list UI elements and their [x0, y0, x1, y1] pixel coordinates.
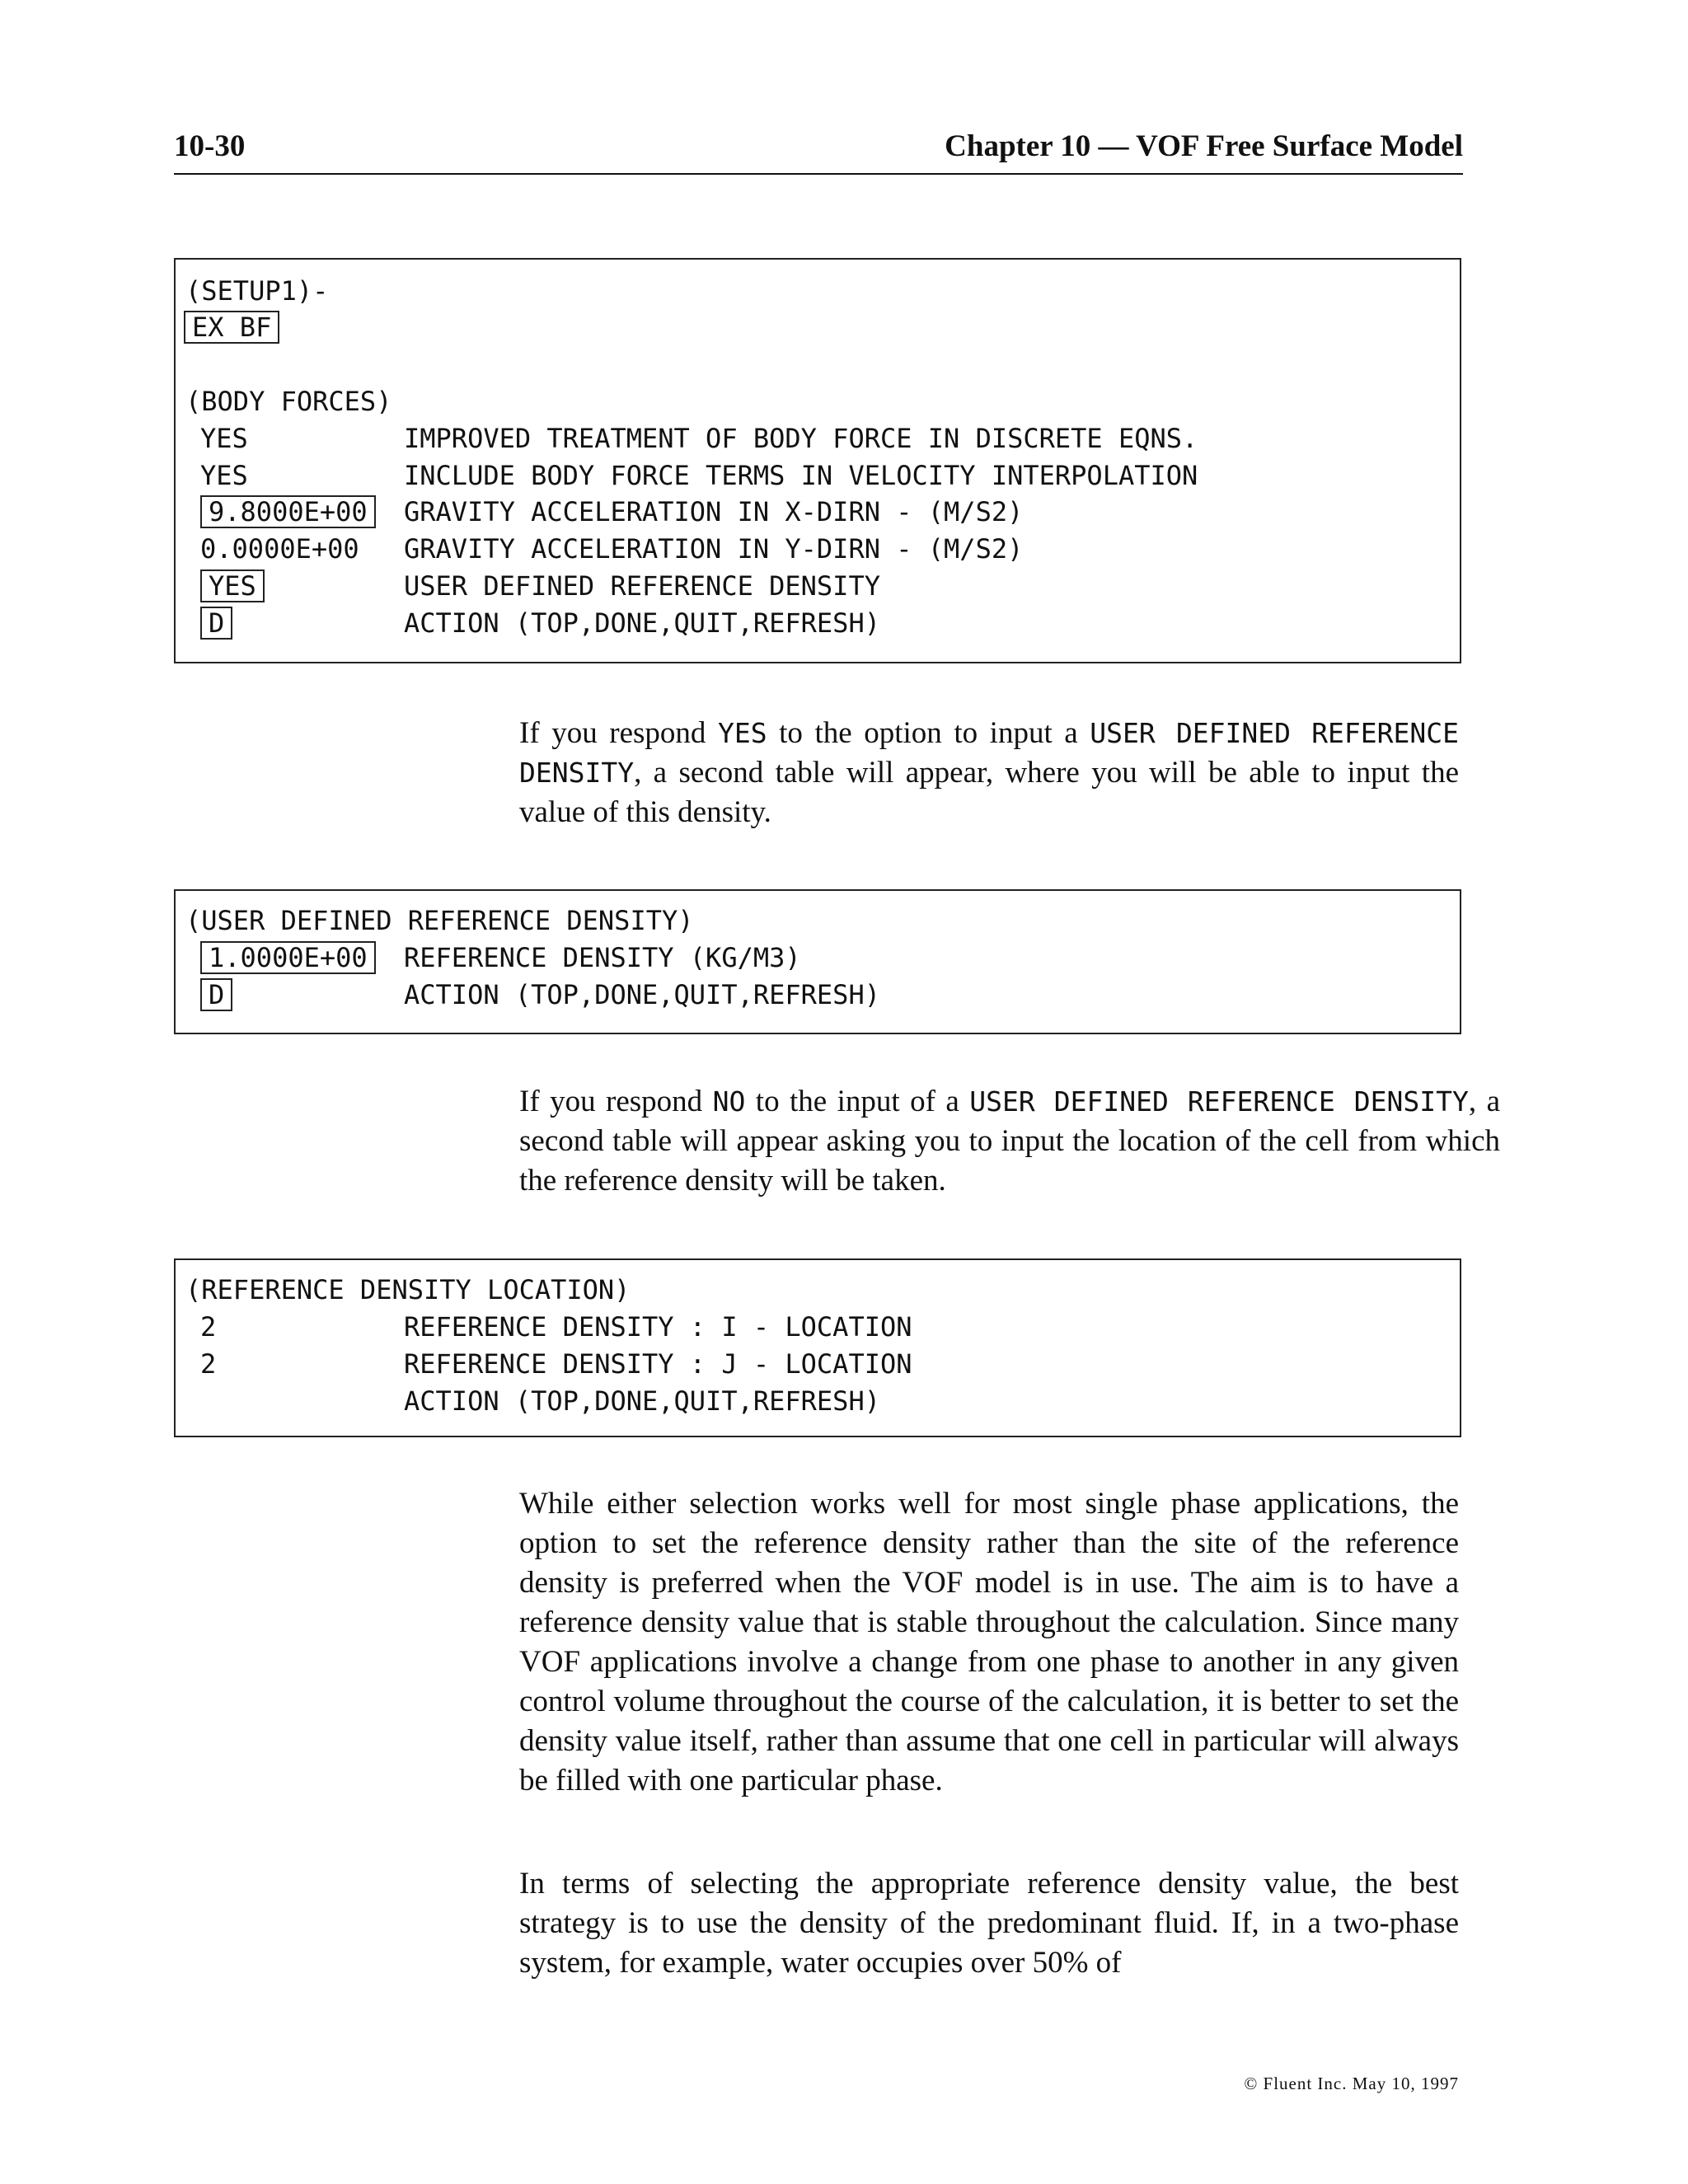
j-location-label: REFERENCE DENSITY : J - LOCATION: [404, 1348, 912, 1380]
user-defined-density-input[interactable]: YES: [200, 569, 265, 602]
page-header: [174, 124, 1463, 175]
user-defined-density-panel: [174, 889, 1461, 1034]
paragraph-strategy: In terms of selecting the appropriate reference density value, the best strategy is to use the density of the predominant fluid. If, in a two-phase system, for example, water occupies over 50% of: [519, 1867, 1459, 1980]
reference-density-label: REFERENCE DENSITY (KG/M3): [404, 942, 801, 973]
para2-text-2: to the input of a: [745, 1085, 970, 1118]
command-box: EX BF: [184, 311, 279, 344]
copyright-footer: © Fluent Inc. May 10, 1997: [1244, 2074, 1459, 2093]
chapter-title: Chapter 10 — VOF Free Surface Model: [945, 129, 1463, 163]
action-label-2: ACTION (TOP,DONE,QUIT,REFRESH): [404, 979, 880, 1010]
i-location-value: 2: [200, 1311, 217, 1343]
i-location-label: REFERENCE DENSITY : I - LOCATION: [404, 1311, 912, 1343]
reference-density-input[interactable]: 1.0000E+00: [200, 941, 376, 974]
para1-text-1: If you respond: [519, 716, 718, 750]
para1-text-3: , a second table will appear, where you will be able to input the value of this density.: [519, 756, 1459, 829]
gravity-y-value: 0.0000E+00: [200, 533, 359, 565]
body-forces-heading: (BODY FORCES): [185, 386, 392, 417]
action-input[interactable]: D: [200, 607, 232, 640]
para2-text-1: If you respond: [519, 1085, 713, 1118]
gravity-x-input[interactable]: 9.8000E+00: [200, 495, 376, 528]
user-defined-density-label: USER DEFINED REFERENCE DENSITY: [404, 570, 880, 602]
gravity-x-label: GRAVITY ACCELERATION IN X-DIRN - (M/S2): [404, 496, 1024, 527]
paragraph-yes-response: [519, 714, 1459, 832]
action-input-2[interactable]: D: [200, 978, 232, 1011]
body-forces-panel: [174, 258, 1461, 663]
action-label-3: ACTION (TOP,DONE,QUIT,REFRESH): [404, 1385, 880, 1417]
para1-code-option: USER DEFINED REFERENCE DENSITY: [519, 717, 1460, 789]
include-body-force-value: YES: [200, 460, 248, 491]
location-heading: (REFERENCE DENSITY LOCATION): [185, 1274, 631, 1305]
j-location-value: 2: [200, 1348, 217, 1380]
para2-code-no: NO: [712, 1085, 746, 1118]
paragraph-selection-discussion: While either selection works well for most single phase applications, the option to set the reference density rather than the site of the reference density is preferred when the VOF model is in use. The aim is to have a reference density value that is stable throughout the calculation. Since many VOF applications involve a change from one phase to another in any given control volume throughout the course of the calculation, it is better to set the density value itself, rather than assume that one cell in particular will always be filled with one particular phase.: [519, 1487, 1459, 1797]
improved-treatment-label: IMPROVED TREATMENT OF BODY FORCE IN DISCRETE EQNS.: [404, 423, 1198, 454]
reference-location-panel: [174, 1258, 1461, 1437]
para1-code-yes: YES: [717, 717, 767, 749]
para2-text-3: , a second table will appear asking you to input the location of the cell from which the reference density will be taken.: [519, 1085, 1500, 1197]
paragraph-no-response: [519, 1082, 1500, 1201]
action-label: ACTION (TOP,DONE,QUIT,REFRESH): [404, 607, 880, 639]
include-body-force-label: INCLUDE BODY FORCE TERMS IN VELOCITY INTERPOLATION: [404, 460, 1198, 491]
setup-context: (SETUP1)-: [185, 275, 329, 307]
gravity-y-label: GRAVITY ACCELERATION IN Y-DIRN - (M/S2): [404, 533, 1024, 565]
para2-code-option: USER DEFINED REFERENCE DENSITY: [969, 1085, 1469, 1118]
para1-text-2: to the option to input a: [767, 716, 1090, 750]
improved-treatment-value: YES: [200, 423, 248, 454]
user-density-heading: (USER DEFINED REFERENCE DENSITY): [185, 905, 694, 936]
page-number: 10-30: [174, 129, 246, 163]
